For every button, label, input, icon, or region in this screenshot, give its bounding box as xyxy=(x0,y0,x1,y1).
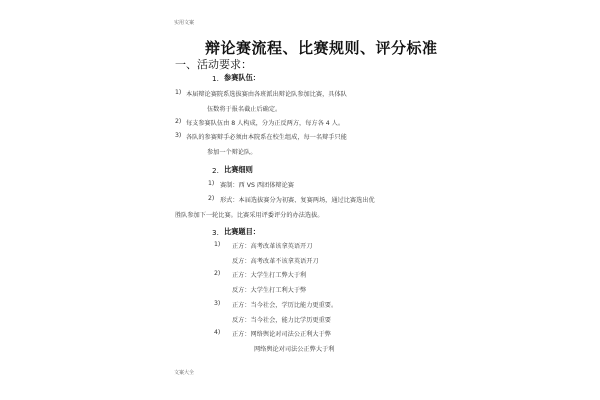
topic-number: 4) xyxy=(214,329,221,336)
list-item-text: 赛制：西 VS 西团体辩论赛 xyxy=(220,182,294,189)
topic-pro: 正方：大学生打工弊大于利 xyxy=(232,272,307,279)
topic-number: 3) xyxy=(214,300,221,307)
topic-con: 反方：大学生打工利大于弊 xyxy=(232,287,307,294)
subsection-number-1: 1. xyxy=(212,74,219,83)
header-brand: 实用文案 xyxy=(174,20,195,26)
footer-brand: 文案大全 xyxy=(174,370,195,376)
list-item-number: 2) xyxy=(208,195,215,202)
subsection-label-topics: 比赛题目： xyxy=(224,227,260,236)
topic-con: 网络舆论对司法公正弊大于利 xyxy=(254,346,335,353)
list-item-text-cont: 参加一个辩论队。 xyxy=(207,149,257,156)
topic-pro: 正方：网络舆论对司法公正利大于弊 xyxy=(232,331,331,338)
topic-pro: 正方：高考改革该拿英语开刀 xyxy=(232,243,313,250)
topic-con: 反方：高考改革不该拿英语开刀 xyxy=(232,258,319,265)
list-item-text: 本届辩论赛院系选拔赛由各班派出辩论队参加比赛，具体队 xyxy=(186,91,347,98)
list-item-number: 1) xyxy=(175,89,182,96)
list-item-text-cont: 胜队参加下一轮比赛。比赛采用评委评分的办法选拔。 xyxy=(175,212,324,219)
list-item-text: 每支参赛队伍由 8 人构成，分为正反两方，每方各 4 人。 xyxy=(186,120,345,127)
subsection-number-3: 3. xyxy=(212,228,219,237)
list-item-text: 形式：本届选拔赛分为初赛、复赛两场，通过比赛选出优 xyxy=(220,197,375,204)
list-item-text: 各队的参赛辩手必须由本院系在校生组成，每一名辩手只能 xyxy=(186,134,347,141)
list-item-number: 3) xyxy=(175,132,182,139)
list-item-number: 1) xyxy=(208,180,215,187)
topic-number: 2) xyxy=(214,270,221,277)
subsection-label-participants: 参赛队伍： xyxy=(224,73,260,82)
document-title: 辩论赛流程、比赛规则、评分标准 xyxy=(205,39,438,57)
subsection-label-rules: 比赛细则 xyxy=(224,165,253,174)
section-heading-1: 一、活动要求： xyxy=(175,58,252,71)
list-item-text-cont: 伍数将于报名截止后确定。 xyxy=(207,106,282,113)
topic-pro: 正方：当今社会，学历比能力更重要。 xyxy=(232,302,338,309)
topic-number: 1) xyxy=(214,241,221,248)
subsection-number-2: 2. xyxy=(212,166,219,175)
topic-con: 反方：当今社会，能力比学历更重要 xyxy=(232,317,331,324)
list-item-number: 2) xyxy=(175,118,182,125)
